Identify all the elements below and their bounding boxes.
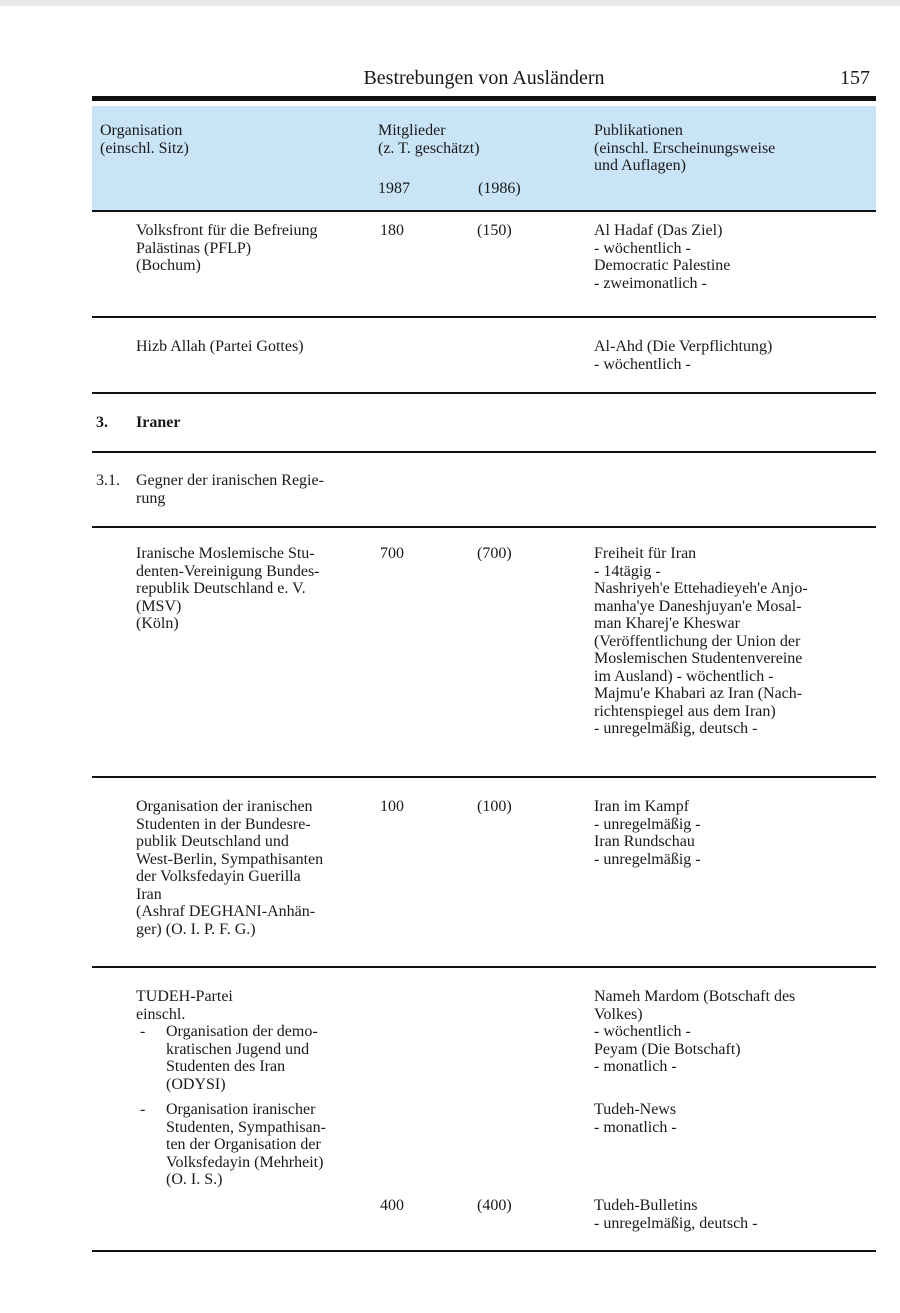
organisation-cell: Volksfront für die Befreiung Palästinas (PFLP) (Bochum) <box>136 222 318 274</box>
table-header-rule <box>92 210 876 212</box>
column-header-publikationen: Publikationen (einschl. Erscheinungsweise und Auflagen) <box>594 122 776 174</box>
column-header-year-1987: 1987 <box>378 180 410 197</box>
members-1986-cell: (400) <box>477 1197 512 1214</box>
scan-edge <box>0 0 900 6</box>
section-number: 3. <box>96 414 108 431</box>
publications-cell: Iran im Kampf - unregelmäßig - Iran Rundschau - unregelmäßig - <box>594 798 701 868</box>
table-header <box>92 106 876 210</box>
list-bullet: - <box>140 1101 146 1118</box>
organisation-cell: Iranische Moslemische Stu- denten-Vereinigung Bundes- republik Deutschland e. V. (MSV) (Köln) <box>136 545 320 632</box>
column-header-organisation: Organisation (einschl. Sitz) <box>100 122 189 157</box>
row-divider <box>92 392 876 394</box>
organisation-cell: TUDEH-Partei einschl. <box>136 988 233 1023</box>
members-1986-cell: (150) <box>477 222 512 239</box>
publications-cell: Al-Ahd (Die Verpflichtung) - wöchentlich - <box>594 338 773 373</box>
list-bullet: - <box>140 1023 146 1040</box>
organisation-cell: Hizb Allah (Partei Gottes) <box>136 338 304 355</box>
members-1986-cell: (700) <box>477 545 512 562</box>
section-title: Iraner <box>136 414 181 431</box>
row-divider <box>92 776 876 778</box>
row-divider <box>92 526 876 528</box>
publications-cell: Al Hadaf (Das Ziel) - wöchentlich - Democratic Palestine - zweimonatlich - <box>594 222 731 292</box>
publications-cell: Tudeh-Bulletins - unregelmäßig, deutsch - <box>594 1197 758 1232</box>
table-bottom-rule <box>92 1250 876 1252</box>
members-1986-cell: (100) <box>477 798 512 815</box>
members-1987-cell: 180 <box>380 222 404 239</box>
running-title: Bestrebungen von Ausländern <box>363 67 605 89</box>
publications-cell: Nameh Mardom (Botschaft des Volkes) - wöchentlich - Peyam (Die Botschaft) - monatlich - <box>594 988 796 1075</box>
running-header <box>92 64 876 94</box>
row-divider <box>92 966 876 968</box>
sub-organisation-odysi: Organisation der demo- kratischen Jugend und Studenten des Iran (ODYSI) <box>166 1023 318 1093</box>
members-1987-cell: 400 <box>380 1197 404 1214</box>
organisation-cell: Organisation der iranischen Studenten in der Bundesre- publik Deutschland und West-Berlin, Sympathisanten der Volksfedayin Guerilla Iran (Ashraf DEGHANI-Anhän- ger) (O. I. P. F. G.) <box>136 798 324 938</box>
publications-cell: Freiheit für Iran - 14tägig - Nashriyeh'e Ettehadieyeh'e Anjo- manha'ye Daneshjuyan'e Mosal- man Kharej'e Kheswar (Veröffentlichung der Union der Moslemischen Studentenvereine im Ausland) - wöchentlich - Majmu'e Khabari az Iran (Nach- richtenspiegel aus dem Iran) - unregelmäßig, deutsch - <box>594 545 808 737</box>
row-divider <box>92 316 876 318</box>
column-header-year-1986: (1986) <box>478 180 521 197</box>
page-number: 157 <box>840 67 870 89</box>
row-divider <box>92 451 876 453</box>
sub-organisation-ois: Organisation iranischer Studenten, Sympathisan- ten der Organisation der Volksfedayin (Mehrheit) (O. I. S.) <box>166 1101 326 1188</box>
members-1987-cell: 700 <box>380 545 404 562</box>
publications-cell: Tudeh-News - monatlich - <box>594 1101 677 1136</box>
subsection-title: Gegner der iranischen Regie- rung <box>136 472 324 507</box>
column-header-mitglieder: Mitglieder (z. T. geschätzt) <box>378 122 480 157</box>
subsection-number: 3.1. <box>96 472 120 489</box>
members-1987-cell: 100 <box>380 798 404 815</box>
header-rule <box>92 96 876 101</box>
